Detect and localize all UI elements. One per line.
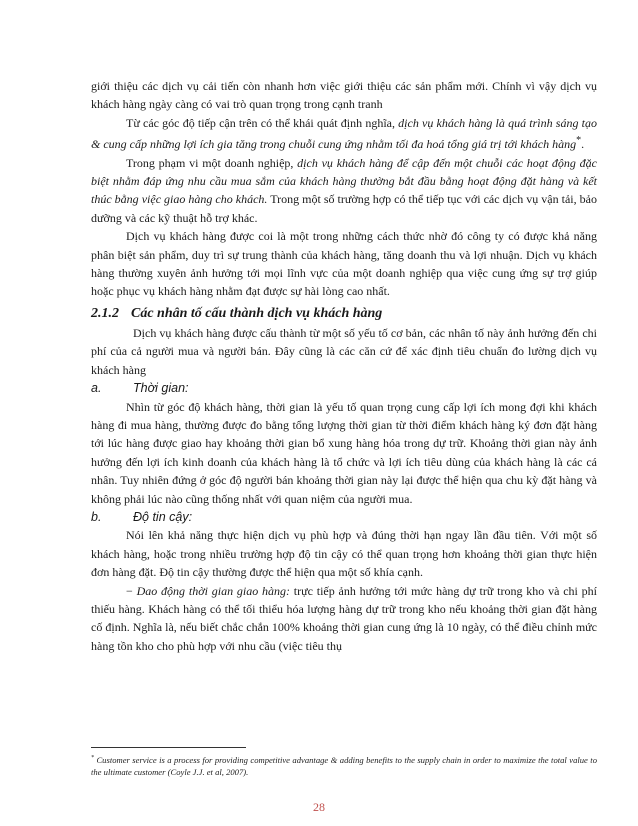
footnote-ref[interactable]: * [576,135,582,147]
subheading-time [91,379,597,397]
scope-italic: dịch vụ khách hàng để cập đến một chuỗi các hoạt động đặc biệt nhằm đáp ứng nhu cầu mua sắm của khách hàng thường bắt đầu bằng hoạt động đặt hàng và kết thúc bằng việc giao hàng cho khách. [91,155,597,207]
paragraph-definition [91,114,597,154]
bullet-dash: − [126,583,133,598]
definition-italic: dịch vụ khách hàng là quá trình sáng tạo & cung cấp những lợi ích gia tăng trong chuỗi cung ứng nhằm tối đa hoá tổng giá trị tới khách hàng [91,115,597,152]
scope-lead: Trong phạm vi một doanh nghiệp, [126,155,298,170]
subheading-reliability-title: Độ tin cậy: [133,509,193,524]
section-title: Các nhân tố cấu thành dịch vụ khách hàng [131,305,383,321]
subheading-time-title: Thời gian: [133,381,189,396]
paragraph-reliability: Nói lên khả năng thực hiện dịch vụ phù hợp và đúng thời hạn ngay lần đầu tiên. Với một số khách hàng, hoặc trong nhiều trường hợp độ tin cậy có thể quan trọng hơn khoảng thời gian thực hiện đơn hàng đặt. Độ tin cậy thường được thể hiện qua một số khía cạnh. [91,528,597,580]
page-number: 28 [313,800,325,814]
section-intro: Dịch vụ khách hàng được cấu thành từ một số yếu tố cơ bản, các nhân tố này ảnh hưởng đến chi phí của cả người mua và người bán. Đây cũng là các căn cứ để xác định tiêu chuẩn đo lường dịch vụ khách hàng [91,325,597,377]
subheading-time-label: a. [91,381,102,396]
paragraph-intro: giới thiệu các dịch vụ cải tiến còn nhanh hơn việc giới thiệu các sản phẩm mới. Chính vì vậy dịch vụ khách hàng ngày càng có vai trò quan trọng trong cạnh tranh [91,79,597,112]
bullet-text: trực tiếp ảnh hưởng tới mức hàng dự trữ trong kho và chi phí thiếu hàng. Khách hàng có thể tối thiểu hóa lượng hàng dự trữ trong kho nếu khoảng thời gian đặt hàng cố định. Nghĩa là, nếu biết chắc chắn 100% khoảng thời gian cung ứng là 10 ngày, có thể điều chỉnh mức hàng tồn kho cho phù hợp với nhu cầu (việc tiêu thụ [91,583,598,653]
scope-tail: Trong một số trường hợp có thể tiếp tục với các dịch vụ vận tải, bảo dưỡng và các kỹ thuật hỗ trợ khác. [91,192,597,225]
paragraph-scope [91,154,597,228]
definition-end: . [581,137,585,152]
definition-lead: Từ các góc độ tiếp cận trên có thể khái quát định nghĩa, [126,115,399,130]
footnote-mark: * [91,755,94,761]
bullet-italic-lead: Dao động thời gian giao hàng: [136,583,290,598]
footnote-divider [91,747,246,748]
subheading-reliability-label: b. [91,509,102,524]
paragraph-importance: Dịch vụ khách hàng được coi là một trong những cách thức nhờ đó công ty có được khả năng phân biệt sản phẩm, duy trì sự trung thành của khách hàng, tăng doanh thu và lợi nhuận. Dịch vụ khách hàng thường xuyên ảnh hưởng tới mọi lĩnh vực của một doanh nghiệp qua việc cung ứng sự trợ giúp hoặc phục vụ khách hàng nhằm đạt được sự hài lòng cao nhất. [91,229,597,299]
subheading-reliability [91,508,597,526]
body-text [91,77,597,655]
section-number: 2.1.2 [91,305,119,321]
bullet-delivery-variation [91,582,597,656]
footnote-text: Customer service is a process for providing competitive advantage & adding benefits to the supply chain in order to maximize the total value to the ultimate customer (Coyle J.J. et al, 2007). [91,754,597,778]
section-heading [91,304,597,323]
paragraph-time: Nhìn từ góc độ khách hàng, thời gian là yếu tố quan trọng cung cấp lợi ích mong đợi khi khách hàng đi mua hàng, thường được đo bằng tổng lượng thời gian từ thời điểm khách hàng ký đơn đặt hàng tới lúc hàng được giao hay khoảng thời gian bổ xung hàng hóa trong dự trữ. Khoảng thời gian này ảnh hưởng đến lợi ích kinh doanh của khách hàng là tổ chức và lợi ích tiêu dùng của khách hàng là các cá nhân. Tuy nhiên đứng ở góc độ người bán khoảng thời gian này lại được thể hiện qua chu kỳ đặt hàng và không phải lúc nào cũng thống nhất với quan niệm của người mua. [91,399,597,506]
footnote [91,752,597,779]
